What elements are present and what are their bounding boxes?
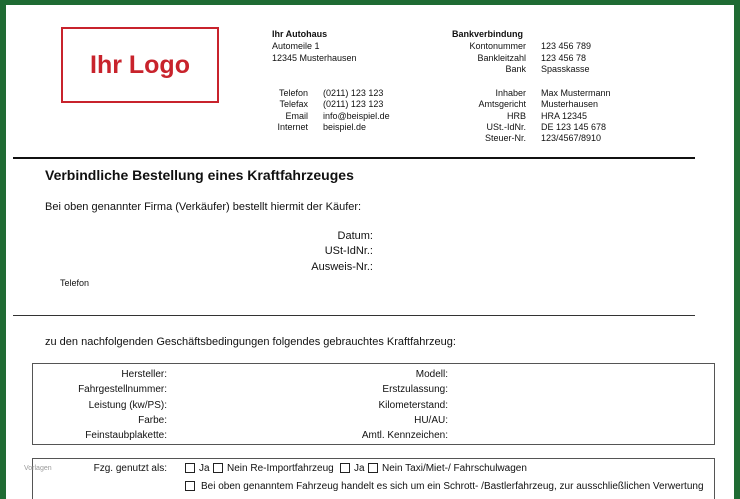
internet-value: beispiel.de	[323, 122, 367, 132]
mileage-label[interactable]: Kilometerstand:	[378, 400, 448, 411]
bank-label-account: Kontonummer	[469, 41, 526, 51]
vehicle-usage-box	[32, 458, 715, 499]
fax-label: Telefax	[279, 99, 308, 109]
taxi-yes-checkbox[interactable]	[340, 463, 350, 473]
tax-number-value: 123/4567/8910	[541, 133, 602, 143]
internet-label: Internet	[277, 122, 308, 132]
taxi-no-label: Nein Taxi/Miet-/ Fahrschulwagen	[382, 463, 527, 474]
first-registration-label[interactable]: Erstzulassung:	[382, 384, 448, 395]
emission-sticker-label[interactable]: Feinstaubplakette:	[85, 430, 167, 441]
bank-value-blz: 123 456 78	[541, 53, 587, 63]
vat-id-value: DE 123 145 678	[541, 122, 607, 132]
bank-value-account: 123 456 789	[541, 41, 592, 51]
order-form-page	[6, 5, 734, 499]
reimport-no-checkbox[interactable]	[213, 463, 223, 473]
bank-heading: Bankverbindung	[452, 29, 524, 39]
order-title: Verbindliche Bestellung eines Kraftfahrzeuges	[45, 167, 354, 183]
chassis-number-label[interactable]: Fahrgestellnummer:	[78, 384, 167, 395]
bank-label-bank: Bank	[505, 64, 526, 74]
watermark-text: Vorlagen	[24, 465, 52, 472]
scrap-vehicle-checkbox[interactable]	[185, 481, 195, 491]
company-city: 12345 Musterhausen	[272, 53, 357, 63]
power-label[interactable]: Leistung (kw/PS):	[88, 400, 167, 411]
hrb-value: HRA 12345	[541, 111, 588, 121]
phone-label: Telefon	[278, 88, 308, 98]
id-field-label[interactable]: Ausweis-Nr.:	[311, 261, 373, 273]
color-label[interactable]: Farbe:	[138, 415, 167, 426]
bank-label-blz: Bankleitzahl	[477, 53, 526, 63]
email-label: Email	[285, 111, 308, 121]
logo-placeholder	[61, 27, 219, 103]
reimport-yes-checkbox[interactable]	[185, 463, 195, 473]
fax-value: (0211) 123 123	[323, 99, 384, 109]
hrb-label: HRB	[506, 111, 526, 121]
reimport-yes-label: Ja	[199, 463, 210, 474]
scrap-vehicle-note: Bei oben genanntem Fahrzeug handelt es sich um ein Schrott- /Bastlerfahrzeug, zur ausschließlichen Verwertung	[201, 481, 704, 492]
taxi-yes-label: Ja	[354, 463, 365, 474]
company-name: Ihr Autohaus	[272, 29, 328, 39]
phone-value: (0211) 123 123	[323, 88, 384, 98]
vehicle-details-box	[32, 363, 715, 445]
buyer-phone-label: Telefon	[60, 278, 90, 288]
date-field-label[interactable]: Datum:	[337, 230, 373, 242]
bank-value-bank: Spasskasse	[541, 64, 590, 74]
section-divider	[13, 315, 695, 316]
logo-text: Ihr Logo	[90, 50, 190, 79]
conditions-text: zu den nachfolgenden Geschäftsbedingungen folgendes gebrauchtes Kraftfahrzeug:	[45, 336, 456, 348]
header-divider	[13, 157, 695, 159]
court-value: Musterhausen	[541, 99, 599, 109]
license-plate-label[interactable]: Amtl. Kennzeichen:	[361, 430, 448, 441]
court-label: Amtsgericht	[478, 99, 526, 109]
model-label[interactable]: Modell:	[415, 369, 448, 380]
usage-label: Fzg. genutzt als:	[93, 463, 167, 474]
owner-label: Inhaber	[495, 88, 526, 98]
order-intro: Bei oben genannter Firma (Verkäufer) bestellt hiermit der Käufer:	[45, 201, 362, 213]
tax-number-label: Steuer-Nr.	[484, 133, 526, 143]
owner-value: Max Mustermann	[541, 88, 611, 98]
manufacturer-label[interactable]: Hersteller:	[121, 369, 167, 380]
reimport-no-label: Nein Re-Importfahrzeug	[227, 463, 334, 474]
email-value: info@beispiel.de	[323, 111, 390, 121]
inspection-label[interactable]: HU/AU:	[414, 415, 448, 426]
vat-field-label[interactable]: USt-IdNr.:	[324, 245, 373, 257]
taxi-no-checkbox[interactable]	[368, 463, 378, 473]
company-street: Automeile 1	[272, 41, 320, 51]
vat-id-label: USt.-IdNr.	[486, 122, 526, 132]
